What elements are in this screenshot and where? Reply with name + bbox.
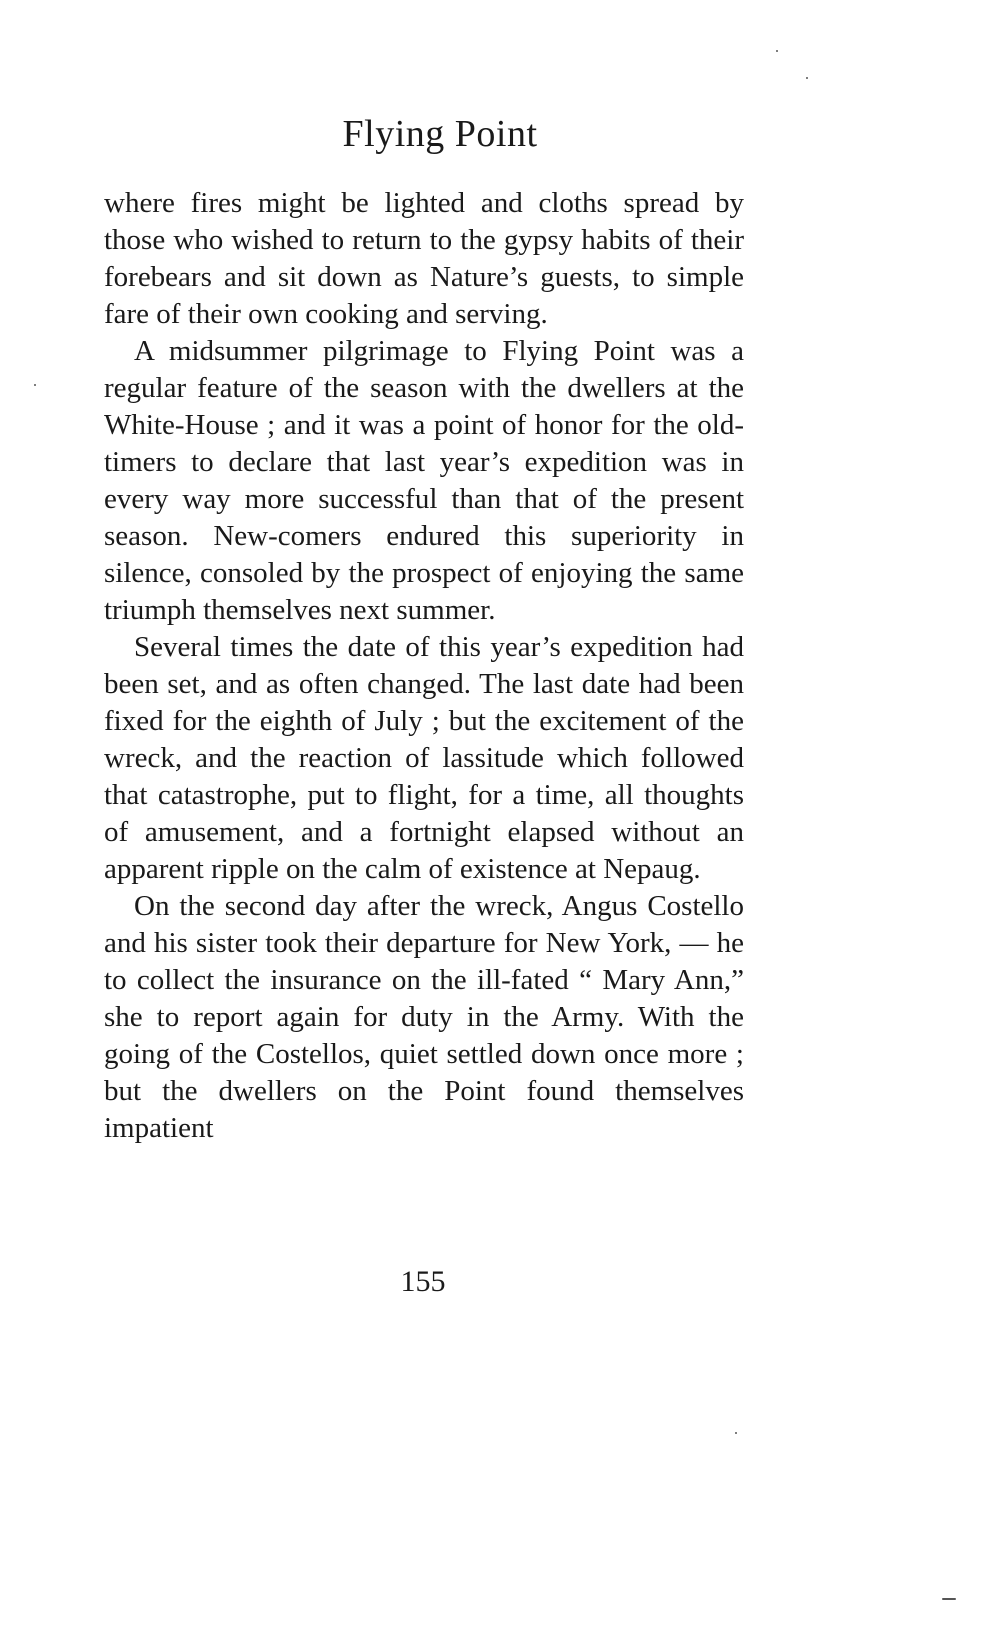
paragraph-continued: where fires might be lighted and cloths spread by those who wished to return to the gypsy habits of their forebears and sit down as Nature’s guests, to simple fare of their own cooking and serving. — [104, 187, 744, 330]
scan-speck — [34, 384, 36, 386]
scan-speck — [776, 50, 778, 52]
paragraph: On the second day after the wreck, Angus Costello and his sister took their departure for New York, — he to collect the insurance on the ill-fated “ Mary Ann,” she to report again for duty in the Army. With the going of the Costellos, quiet settled down once more ; but the dwellers on the Point found themselves impatient — [104, 890, 744, 1144]
running-head-title: Flying Point — [342, 113, 538, 155]
scan-speck — [735, 1432, 737, 1434]
page-number: 155 — [400, 1265, 446, 1298]
body-text — [104, 185, 744, 1147]
paragraph: A midsummer pilgrimage to Flying Point was a regular feature of the season with the dwellers at the White-House ; and it was a point of honor for the old-timers to declare that last year’s expedition was in every way more successful than that of the present season. New-comers endured this superiority in silence, consoled by the prospect of enjoying the same triumph themselves next summer. — [104, 335, 744, 626]
scan-speck — [942, 1598, 956, 1600]
scan-speck — [806, 77, 808, 79]
paragraph: Several times the date of this year’s expedition had been set, and as often changed. The last date had been fixed for the eighth of July ; but the excitement of the wreck, and the reaction of lassitude which followed that catastrophe, put to flight, for a time, all thoughts of amusement, and a fortnight elapsed without an apparent ripple on the calm of existence at Nepaug. — [104, 631, 744, 885]
